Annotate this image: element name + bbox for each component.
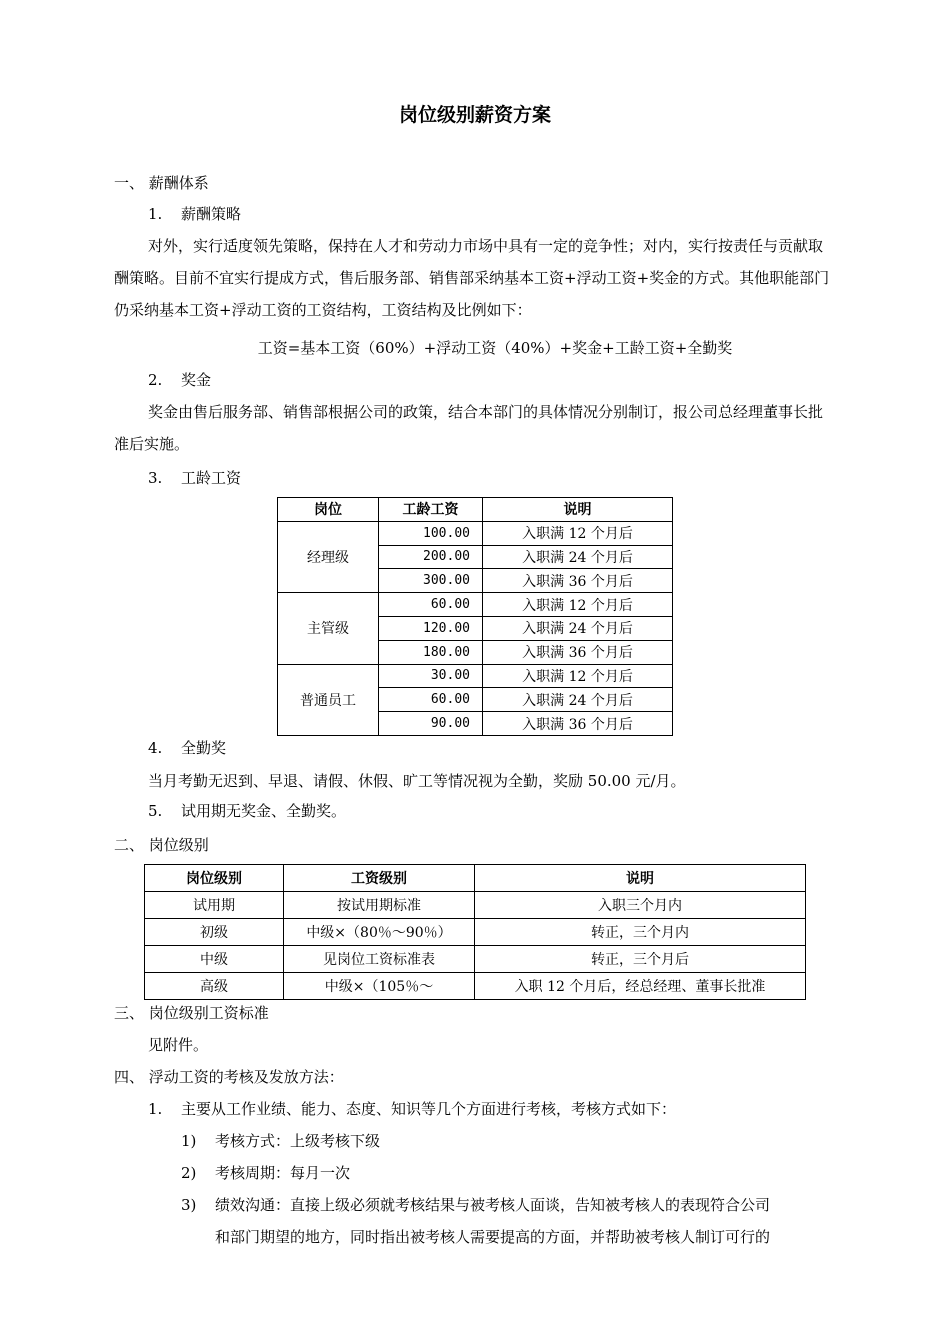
- column-header: 岗位级别: [145, 865, 284, 892]
- position-level-table: [144, 864, 806, 1000]
- item-number: 5.: [148, 802, 163, 820]
- note-cell: 入职满 36 个月后: [483, 640, 673, 664]
- level-cell: 高级: [145, 973, 284, 1000]
- seniority-pay-table: [277, 497, 673, 736]
- level-cell: 初级: [145, 919, 284, 946]
- note-cell: 入职三个月内: [475, 892, 806, 919]
- note-cell: 转正，三个月后: [475, 946, 806, 973]
- table-row: [145, 919, 806, 946]
- section-heading-2: 二、 岗位级别: [114, 836, 209, 854]
- paragraph-bonus: [114, 396, 837, 460]
- paragraph-attendance: [114, 765, 837, 797]
- group-cell: 主管级: [278, 593, 379, 664]
- salary-formula: 工资=基本工资（60%）+浮动工资（40%）+奖金+工龄工资+全勤奖: [257, 339, 733, 357]
- amount-cell: 100.00: [379, 521, 483, 545]
- column-header: 岗位: [278, 498, 379, 522]
- table-row: [145, 946, 806, 973]
- document-title: 岗位级别薪资方案: [398, 104, 551, 126]
- table-row: [278, 593, 673, 617]
- subheading-1-5: [148, 800, 346, 822]
- subheading-1-3: [148, 467, 241, 489]
- item-number: 1.: [148, 1100, 163, 1118]
- list-item: [181, 1130, 380, 1152]
- table-row: [278, 521, 673, 545]
- pay-grade-cell: 中级×（80％～90％）: [284, 919, 475, 946]
- amount-cell: 120.00: [379, 616, 483, 640]
- note-cell: 入职 12 个月后，经总经理、董事长批准: [475, 973, 806, 1000]
- amount-cell: 90.00: [379, 712, 483, 736]
- subheading-4-1: [148, 1098, 676, 1120]
- section-heading-3: 三、 岗位级别工资标准: [114, 1004, 269, 1022]
- paragraph-salary-strategy: [114, 230, 837, 326]
- table-row: [278, 664, 673, 688]
- table-header-row: [278, 498, 673, 522]
- item-title: 薪酬策略: [181, 205, 242, 223]
- note-cell: 入职满 36 个月后: [483, 569, 673, 593]
- note-cell: 入职满 12 个月后: [483, 664, 673, 688]
- amount-cell: 300.00: [379, 569, 483, 593]
- item-number: 1.: [148, 205, 163, 223]
- item-text: 考核周期：每月一次: [215, 1164, 351, 1182]
- column-header: 说明: [475, 865, 806, 892]
- level-cell: 中级: [145, 946, 284, 973]
- item-number: 1): [181, 1132, 197, 1150]
- column-header: 工资级别: [284, 865, 475, 892]
- pay-grade-cell: 中级×（105％～: [284, 973, 475, 1000]
- column-header: 工龄工资: [379, 498, 483, 522]
- column-header: 说明: [483, 498, 673, 522]
- item-text: 主要从工作业绩、能力、态度、知识等几个方面进行考核，考核方式如下：: [181, 1100, 677, 1118]
- note-cell: 转正，三个月内: [475, 919, 806, 946]
- section-heading-4: 四、 浮动工资的考核及发放方法：: [114, 1068, 344, 1086]
- amount-cell: 200.00: [379, 545, 483, 569]
- item-number: 3): [181, 1196, 197, 1214]
- paragraph-text: 对外，实行适度领先策略，保持在人才和劳动力市场中具有一定的竞争性；对内，实行按责任与贡献取酬策略。目前不宜实行提成方式，售后服务部、销售部采纳基本工资+浮动工资+奖金的方式。其他职能部门仍采纳基本工资+浮动工资的工资结构，工资结构及比例如下：: [114, 237, 830, 319]
- amount-cell: 60.00: [379, 688, 483, 712]
- paragraph-text: 奖金由售后服务部、销售部根据公司的政策，结合本部门的具体情况分别制订，报公司总经理董事长批准后实施。: [114, 403, 824, 453]
- item-title: 全勤奖: [181, 739, 227, 757]
- item-number: 2.: [148, 371, 163, 389]
- note-cell: 入职满 24 个月后: [483, 616, 673, 640]
- pay-grade-cell: 见岗位工资标准表: [284, 946, 475, 973]
- subheading-1-2: [148, 369, 211, 391]
- item-number: 3.: [148, 469, 163, 487]
- level-cell: 试用期: [145, 892, 284, 919]
- item-title: 试用期无奖金、全勤奖。: [181, 802, 347, 820]
- note-cell: 入职满 24 个月后: [483, 688, 673, 712]
- item-title: 奖金: [181, 371, 212, 389]
- pay-grade-cell: 按试用期标准: [284, 892, 475, 919]
- table-row: [145, 973, 806, 1000]
- list-item: [181, 1162, 350, 1184]
- paragraph-text: 当月考勤无迟到、早退、请假、休假、旷工等情况视为全勤，奖励 50.00 元/月。: [148, 772, 686, 790]
- list-item-continuation: 和部门期望的地方，同时指出被考核人需要提高的方面，并帮助被考核人制订可行的: [215, 1228, 771, 1246]
- amount-cell: 60.00: [379, 593, 483, 617]
- table-row: [145, 892, 806, 919]
- note-cell: 入职满 12 个月后: [483, 521, 673, 545]
- item-text: 考核方式：上级考核下级: [215, 1132, 381, 1150]
- subheading-1-1: [148, 203, 241, 225]
- amount-cell: 180.00: [379, 640, 483, 664]
- item-number: 4.: [148, 739, 163, 757]
- list-item: [181, 1194, 770, 1216]
- note-cell: 入职满 12 个月后: [483, 593, 673, 617]
- item-number: 2): [181, 1164, 197, 1182]
- note-cell: 入职满 36 个月后: [483, 712, 673, 736]
- subheading-1-4: [148, 737, 226, 759]
- item-title: 工龄工资: [181, 469, 242, 487]
- section-heading-1: 一、 薪酬体系: [114, 174, 209, 192]
- attachment-note: 见附件。: [148, 1036, 209, 1054]
- amount-cell: 30.00: [379, 664, 483, 688]
- note-cell: 入职满 24 个月后: [483, 545, 673, 569]
- table-header-row: [145, 865, 806, 892]
- group-cell: 经理级: [278, 521, 379, 592]
- item-text: 绩效沟通：直接上级必须就考核结果与被考核人面谈，告知被考核人的表现符合公司: [215, 1196, 771, 1214]
- group-cell: 普通员工: [278, 664, 379, 735]
